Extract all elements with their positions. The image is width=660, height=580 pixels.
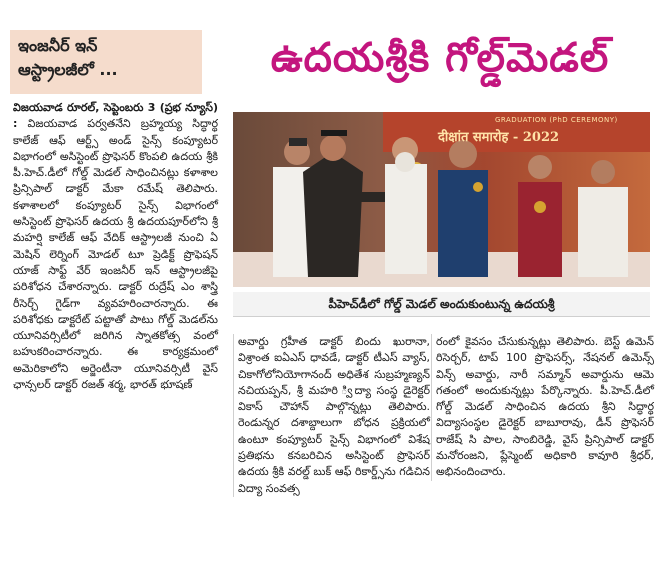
- headline: ఉదయశ్రీకి గోల్డ్‌మెడల్: [270, 35, 610, 81]
- kicker-line-1: ఇంజనీర్ ఇన్: [18, 36, 98, 55]
- article-column-left: [13, 100, 218, 393]
- right-column-text: రంలో కైవసం చేసుకున్నట్లు తెలిపారు. బెస్ట్ ఉమెన్ రిసెర్చర్, టాప్ 100 ప్రొఫెసర్స్, నేషనల్ ఉమెన్స్ విన్స్ అవార్డు, నారీ సమ్మాన్ అవార్డును ఆమె గతంలో అందుకున్నట్లు పేర్కొన్నారు. పీ.హెచ్.డీలో గోల్డ్ మెడల్ సాధించిన ఉదయ శ్రీని సిద్ధార్థ విద్యాసంస్థల డైరెక్టర్ బాబూరావు, డీన్ ప్రొఫెసర్ రాజేష్ సి పాల, సాంబిరెడ్డి, వైస్ ప్రిన్సిపాల్ డాక్టర్ మనోరంజని, ప్లేస్మెంట్ అధికారి కావూరి శ్రీధర్, అభినందించారు.: [436, 335, 654, 479]
- byline: విజయవాడ రూరల్, సెప్టెంబరు 3 (ప్రభ న్యూస్) :: [13, 101, 218, 131]
- photo-caption: పీహెచ్‌డీలో గోల్డ్ మెడల్ అందుకుంటున్న ఉదయశ్రీ: [233, 292, 650, 317]
- banner-title: दीक्षांत समारोह - 2022: [438, 130, 560, 145]
- kicker-box: [10, 30, 202, 94]
- middle-column-text: అవార్డు గ్రహీత డాక్టర్ బిందు ఖురానా, విశ్రాంత ఐఏఎస్ ధావడే, డాక్టర్ టీఎస్ వ్యాస్, చికాగోలోనియోగానంద్ అధితేశ సుబ్రహ్మణ్యన్ నచియప్పన్, శ్రీ మహరి ్విద్యా సంస్థ డైరెక్టర్ వికాస్ చౌహాన్ పాల్గొన్నట్లు తెలిపారు. రెండున్నర దశాబ్దాలుగా బోధన ప్రక్రియలో ఉంటూ కంప్యూటర్ సైన్స్ విభాగంలో విశేష ప్రతిభను కనబరిచిన అసిస్టెంట్ ప్రొఫెసర్ ఉదయ శ్రీకి వరల్డ్ బుక్ ఆఫ్ రికార్డ్స్‌ను గడిచిన విద్యా సంవత్స: [238, 335, 430, 495]
- article-column-middle: [233, 334, 430, 497]
- ceremony-photo: [233, 112, 650, 287]
- article-column-right: [431, 334, 654, 481]
- left-column-text: విజయవాడ పర్వతనేని బ్రహ్మయ్య సిద్ధార్థ కాలేజ్ ఆఫ్ ఆర్ట్స్ అండ్ సైన్స్ కంప్యూటర్ విభాగంలో అసిస్టెంట్ ప్రొఫెసర్ కొంపలి ఉదయ శ్రీకి పీ.హెచ్.డీలో గోల్డ్ మెడల్ సాధించినట్లు కళాశాల ప్రిన్సిపాల్ డాక్టర్ మేకా రమేష్ తెలిపారు. కళాశాలలో కంప్యూటర్ సైన్స్ విభాగంలో అసిస్టెంట్ ప్రొఫెసర్ ఉదయ శ్రీ ఉదయపూర్‌లోని శ్రీ మహర్షి కాలేజ్ ఆఫ్ వేదిక్ ఆస్ట్రాలజీ నుంచి ఏ మెషిన్ లెర్నింగ్ మోడల్ టూ ప్రెడిక్ట్ ప్రొఫెషన్ యాజ్ సాఫ్ట్ వేర్ ఇంజనీర్ ఇన్ ఆస్ట్రాలజీ‌పై పరిశోధన చేశారన్నారు. డాక్టర్ రుద్రేష్ ఎం శాస్త్రి రీసెర్చ్ గైడ్‌గా వ్యవహరించారన్నారు. ఈ పరిశోధకు డాక్టరేట్ పట్టాతో పాటు గోల్డ్ మెడల్‌ను యూనివర్సిటీలో జరిగిన స్నాతకోత్స వంలో బహుకరించారన్నారు. ఈ కార్యక్రమంలో అమెరికాలోని అర్జెంటీనా యూనివర్సిటీ వైస్ ఛాన్సలర్ డాక్టర్ రజత్ శర్మ, భారత్ భూషణ్: [13, 117, 218, 392]
- kicker-line-2: ఆస్ట్రాలజీలో ...: [18, 60, 118, 79]
- banner-subtitle: GRADUATION (PhD CEREMONY): [495, 116, 618, 124]
